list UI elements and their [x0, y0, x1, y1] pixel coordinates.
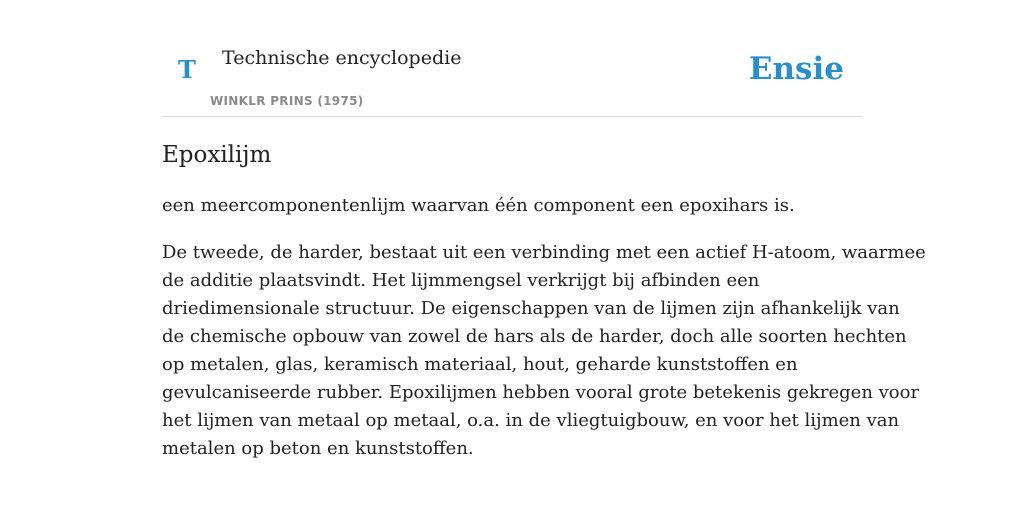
- body-line: metalen op beton en kunststoffen.: [162, 438, 474, 459]
- ensie-logo-link[interactable]: Ensie: [748, 51, 844, 87]
- article-title: Epoxilijm: [162, 142, 272, 168]
- body-line: de additie plaatsvindt. Het lijmmengsel verkrijgt bij afbinden een: [162, 270, 760, 291]
- body-line: op metalen, glas, keramisch materiaal, hout, geharde kunststoffen en: [162, 354, 798, 375]
- body-line: het lijmen van metaal op metaal, o.a. in de vliegtuigbouw, en voor het lijmen van: [162, 410, 900, 431]
- header: [162, 0, 862, 117]
- body-line: De tweede, de harder, bestaat uit een verbinding met een actief H-atoom, waarmee: [162, 242, 926, 263]
- body-line: driedimensionale structuur. De eigenschappen van de lijmen zijn afhankelijk van: [162, 298, 900, 319]
- book-title-link[interactable]: Technische encyclopedie: [222, 47, 462, 69]
- article-lead: een meercomponentenlijm waarvan één component een epoxihars is.: [162, 195, 795, 216]
- body-line: gevulcaniseerde rubber. Epoxilijmen hebben vooral grote betekenis gekregen voor: [162, 382, 920, 403]
- body-line: de chemische opbouw van zowel de hars als de harder, doch alle soorten hechten: [162, 326, 907, 347]
- article-body: [162, 239, 926, 463]
- book-logo-icon[interactable]: T: [178, 55, 196, 84]
- book-subtitle: WINKLR PRINS (1975): [210, 94, 364, 108]
